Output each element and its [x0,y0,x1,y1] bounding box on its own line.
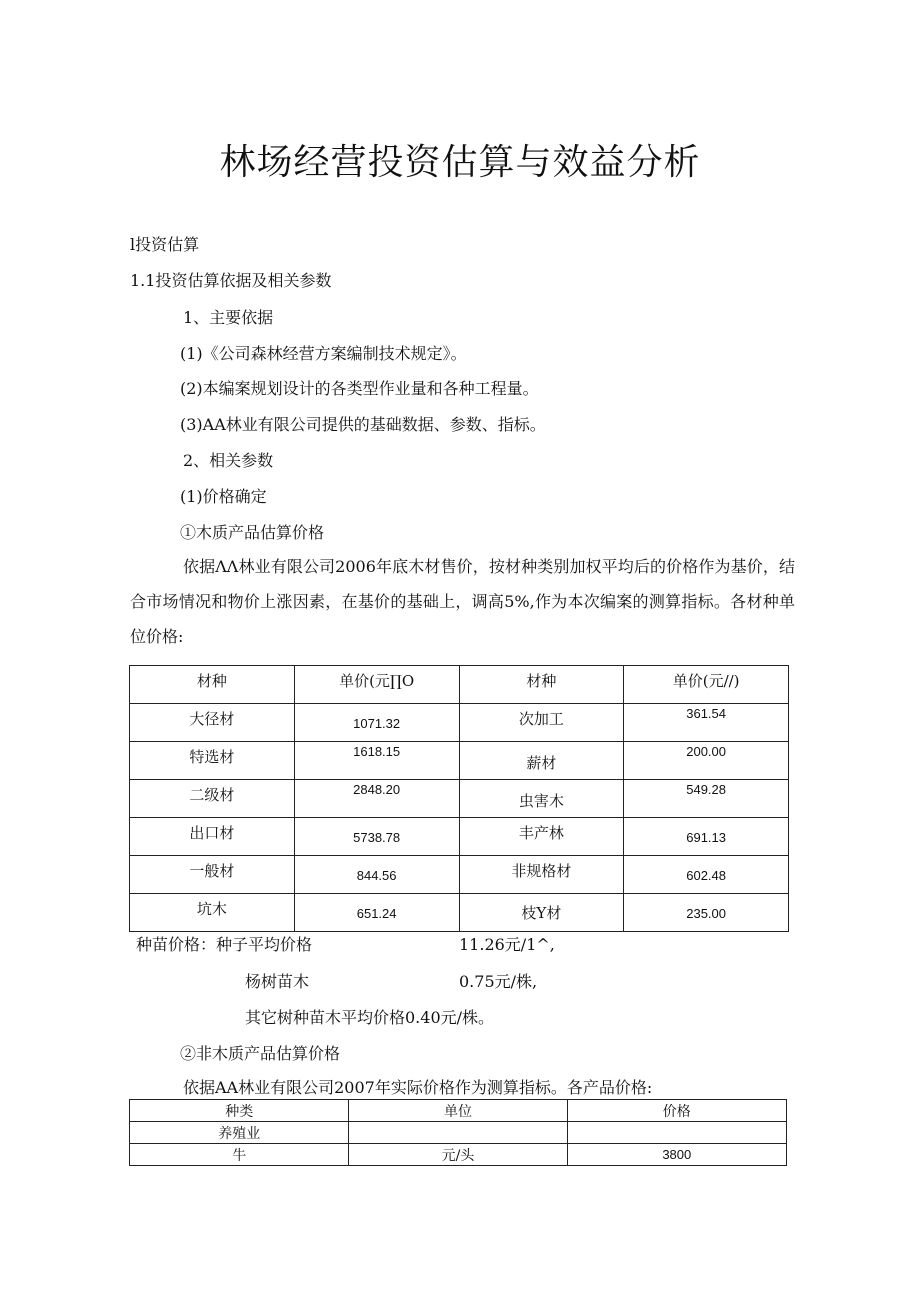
table-cell: 651.24 [294,894,459,932]
table-row [130,704,789,742]
table-header-cell: 材种 [459,666,624,704]
price-heading: (1)价格确定 [180,487,267,506]
table-header-row [130,1100,787,1122]
table-cell: 丰产林 [459,818,624,856]
table-row [130,818,789,856]
table-header-cell: 价格 [567,1100,786,1122]
table-header-row [130,666,789,704]
wood-price-heading: ①木质产品估算价格 [180,523,325,542]
basis-heading: 1、主要依据 [183,308,274,327]
table-cell: 844.56 [294,856,459,894]
table-cell: 虫害木 [459,780,624,818]
table-cell [567,1122,786,1144]
section-heading-basis-params: 1.1投资估算依据及相关参数 [130,271,332,290]
table-row [130,1122,787,1144]
basis-item-1: (1)《公司森林经营方案编制技术规定》。 [180,344,467,363]
nonwood-price-paragraph: 依据AA林业有限公司2007年实际价格作为测算指标。各产品价格: [183,1078,653,1097]
table-cell [349,1122,567,1144]
table-row [130,1144,787,1166]
table-row [130,894,789,932]
table-header-cell: 单价(元//) [624,666,789,704]
basis-item-3: (3)AA林业有限公司提供的基础数据、参数、指标。 [180,415,546,434]
section-heading-investment: l投资估算 [130,235,200,254]
wood-price-table [129,665,789,932]
table-cell: 特选材 [130,742,295,780]
table-cell: 2848.20 [294,780,459,818]
table-cell: 牛 [130,1144,349,1166]
table-cell: 1071.32 [294,704,459,742]
basis-item-2: (2)本编案规划设计的各类型作业量和各种工程量。 [180,379,539,398]
table-cell: 元/头 [349,1144,567,1166]
table-cell: 一般材 [130,856,295,894]
table-cell: 602.48 [624,856,789,894]
table-cell: 361.54 [624,704,789,742]
table-cell: 二级材 [130,780,295,818]
table-cell: 薪材 [459,742,624,780]
table-cell: 235.00 [624,894,789,932]
other-seedling-price: 其它树种苗木平均价格0.40元/株。 [245,1008,495,1027]
table-header-cell: 材种 [130,666,295,704]
table-cell: 1618.15 [294,742,459,780]
table-cell: 养殖业 [130,1122,349,1144]
poplar-seedling-price: 0.75元/株, [459,972,538,991]
table-cell: 691.13 [624,818,789,856]
wood-price-paragraph: 依据ΛΛ林业有限公司2006年底木材售价，按材种类别加权平均后的价格作为基价，结合市场情况和物价上涨因素，在基价的基础上，调高5%,作为本次编案的测算指标。各材种单位价格: [130,557,795,646]
nonwood-price-heading: ②非木质产品估算价格 [180,1044,341,1063]
table-row [130,856,789,894]
table-cell: 大径材 [130,704,295,742]
table-cell: 3800 [567,1144,786,1166]
table-cell: 非规格材 [459,856,624,894]
table-cell: 出口材 [130,818,295,856]
nonwood-price-table [129,1099,787,1166]
table-cell: 549.28 [624,780,789,818]
page-title: 林场经营投资估算与效益分析 [219,142,701,183]
table-cell: 坑木 [130,894,295,932]
table-header-cell: 种类 [130,1100,349,1122]
seedling-price-label: 种苗价格：种子平均价格 [136,935,313,954]
table-cell: 5738.78 [294,818,459,856]
table-header-cell: 单价(元∏O [294,666,459,704]
table-cell: 枝Y材 [459,894,624,932]
table-cell: 次加工 [459,704,624,742]
seed-price-value: 11.26元/1^, [459,935,555,954]
table-header-cell: 单位 [349,1100,567,1122]
table-cell: 200.00 [624,742,789,780]
poplar-seedling-label: 杨树苗木 [245,972,310,991]
table-row [130,780,789,818]
table-row [130,742,789,780]
params-heading: 2、相关参数 [183,451,274,470]
